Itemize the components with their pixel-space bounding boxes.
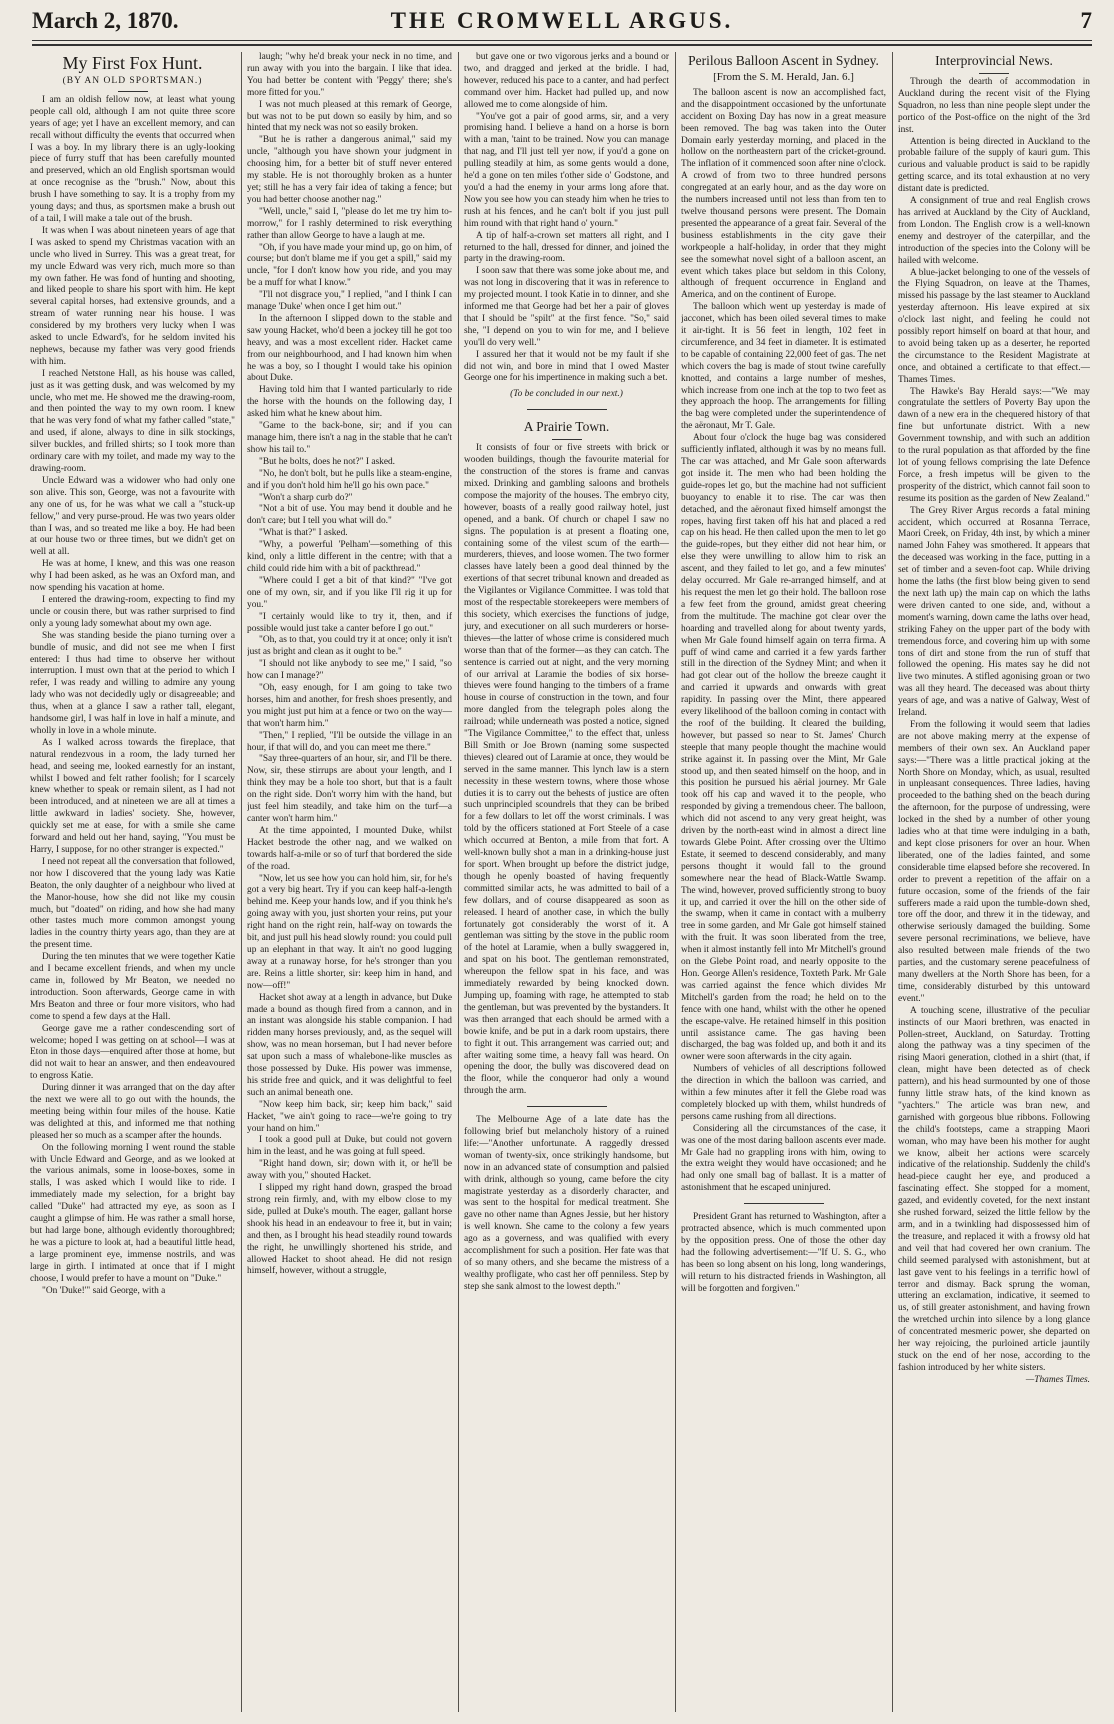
paragraph: A consignment of true and real English crows has arrived at Auckland by the City of Auckland, from London. The English crow is a well-known enemy and destroyer of the caterpillar, and the introduction of the species into the Colony will be hailed with welcome.	[898, 196, 1090, 266]
paragraph: I entered the drawing-room, expecting to find my uncle or cousin there, but was rather surprised to find only a young lady somewhat about my own age.	[30, 594, 235, 629]
column-rule	[241, 52, 242, 1712]
paragraph: Having told him that I wanted particularly to ride the horse with the hounds on the following day, I asked him what he knew about him.	[247, 385, 452, 420]
paragraph: At the time appointed, I mounted Duke, whilst Hacket bestrode the other nag, and we walked on towards half-a-mile or so of turf that bordered the side of the road.	[247, 825, 452, 872]
article-title-prairie-town: A Prairie Town.	[523, 419, 610, 435]
paragraph: "Won't a sharp curb do?"	[259, 492, 353, 503]
paragraph: "Oh, as to that, you could try it at once; only it isn't just as bright and clean as it ought to be."	[247, 635, 452, 658]
article-byline: (BY AN OLD SPORTSMAN.)	[62, 76, 203, 86]
paragraph: laugh; "why he'd break your neck in no time, and run away with you into the bargain. I like that idea. You had better be content with 'Peggy' there; she's more fitted for you."	[247, 52, 452, 98]
president-grant-body	[681, 1212, 886, 1295]
fox-hunt-body-part1	[30, 95, 235, 1298]
paragraph: Attention is being directed in Auckland to the probable failure of the supply of kauri gum. This curious and valuable product is said to be rapidly getting scarce, and its total exhaustion at no very distant date is predicted.	[898, 136, 1090, 195]
paragraph: The balloon which went up yesterday is made of jacconet, which has been oiled several times to make it air-tight. It is 56 feet in length, 102 feet in circumference, and 34 feet in diameter. It is estimated to be capable of containing 22,000 feet of gas. The net which covers the bag is made of stout twine carefully knotted, and contains a large number of meshes, which increase from one inch at the top to two feet as they approach the hoop. The arrangements for filling the bag were completed under the superintendence of the aëronaut, Mr T. Gale.	[681, 302, 886, 432]
masthead-rule-thick	[32, 44, 1092, 46]
paragraph: During the ten minutes that we were together Katie and I became excellent friends, and when my uncle came in, followed by Mr Beaton, we needed no introduction. Soon afterwards, George came in with Mrs Beaton and three or four more visitors, who had come to spend a few days at the Hall.	[30, 952, 235, 1022]
paragraph: It was when I was about nineteen years of age that I was asked to spend my Christmas vacation with an uncle who lived in Surrey. This was a great treat, for my uncle Edward was very rich, much more so than my own father. He was fond of hunting and shooting, and liked people to share his sport with him. He kept several capital horses, had extensive grounds, and a stream of water running near his house. I was considered by my brothers very lucky when I was asked to uncle Edward's, for he seldom invited his nephews, because my father was very good friends with him.	[30, 225, 235, 367]
paragraph: She was standing beside the piano turning over a bundle of music, and did not see me when I first entered: I thus had time to observe her without interruption. I must own that at the period to which I refer, I was ready and willing to admire any young lady who was not decidedly ugly or disagreeable; and thus, when at a glance I saw a rather tall, elegant, handsome girl, I was half in love in half a minute, and wholly in love in a whole minute.	[30, 630, 235, 736]
paragraph: "Game to the back-bone, sir; and if you can manage him, there isn't a nag in the stable that he can't show his tail to."	[247, 421, 452, 455]
column-rule	[675, 52, 676, 1712]
paragraph: In the afternoon I slipped down to the stable and saw young Hacket, who'd been a jockey till he got too heavy, and was a most excellent rider. Hacket came from our neighbourhood, and I had known him when he was a boy, so I thought I would take his opinion about Duke.	[247, 313, 452, 384]
divider	[744, 1203, 824, 1204]
paragraph: As I walked across towards the fireplace, that natural rendezvous in a room, the lady turned her head, and seeing me, looked earnestly for an instant, whilst I bowed and felt rather foolish; for I scarcely knew whether to speak or remain silent, as I had not been introduced, and at nineteen we are all at times a little awkward in ladies' society. She, however, quickly set me at ease, for with a smile she came forward and held out her hand, saying, "You must be Harry, I suppose, for no other stranger is expected."	[30, 737, 235, 855]
paragraph: Numbers of vehicles of all descriptions followed the direction in which the balloon was carried, and within a few minutes after it fell the Glebe road was completely blocked up with them, whilst hundreds of persons came rushing from all directions.	[681, 1064, 886, 1122]
paragraph: I am an oldish fellow now, at least what young people call old, although I am not quite three score years of age; yet I have an excellent memory, and can recall without difficulty the events that occurred when I was a boy. In my library there is an ugly-looking piece of furry stuff that has been carefully mounted and preserved, which an old English sportsman would at once recognise as the "brush." Now, about this brush I have something to say. It is a trophy from my young days; and thus, as sportsmen make a brush out of a tail, I will make a tale out of the brush.	[30, 94, 235, 224]
paragraph: "But he is rather a dangerous animal," said my uncle, "although you have shown your judgment in choosing him, for a better bit of stuff never entered my stable. He is not thoroughly broken as a hunter yet; still he has a very fair idea of taking a fence; but you had better choose another nag."	[247, 135, 452, 205]
divider	[527, 1106, 607, 1107]
paragraph: A tip of half-a-crown set matters all right, and I returned to the hall, dressed for dinner, and joined the party in the drawing-room.	[464, 230, 669, 265]
article-title-balloon: Perilous Balloon Ascent in Sydney.	[688, 53, 879, 68]
paragraph: During dinner it was arranged that on the day after the next we were all to go out with the hounds, the meeting being within four miles of the house. Katie was delighted at this, and informed me that nothing pleased her so much as a scamper after the hounds.	[30, 1083, 235, 1141]
article-title-interprovincial: Interprovincial News.	[935, 53, 1053, 68]
prairie-town-body	[464, 443, 669, 1098]
divider	[979, 73, 1009, 74]
column-rule	[458, 52, 459, 1712]
paragraph: I took a good pull at Duke, but could not govern him in the least, and he was going at full speed.	[247, 1135, 452, 1158]
page-number: 7	[1080, 8, 1092, 33]
divider	[552, 439, 582, 440]
paragraph: From the following it would seem that ladies are not above making merry at the expense of members of their own sex. An Auckland paper says:—"There was a little practical joking at the North Shore on Monday, which, as usual, resulted in unpleasant consequences. Three ladies, having proceeded to the bathing shed on the beach during the afternoon, for the purpose of undressing, were locked in the shed by a number of other young ladies who at that time were indulging in a bath, and kept close prisoners for over an hour. When liberated, one of the ladies fainted, and some considerable time elapsed before she recovered. In order to prevent a repetition of the affair on a future occasion, some of the friends of the fair sufferers made a raid upon the tumble-down shed, tore off the door, and threw it in the tideway, and otherwise seriously damaged the building. Some severe personal recriminations, we believe, have also resulted between male friends of the two parties, and the customary serene peacefulness of many dwellers at the North Shore has been, for a time, considerably disturbed by this untoward event."	[898, 719, 1090, 1004]
paragraph: I reached Netstone Hall, as his house was called, just as it was getting dusk, and was welcomed by my uncle, who met me. He showed me the drawing-room, and then pointed the way to my own room. I knew that he was very fond of what my father called "state," and used, if alone, always to dine in silk stockings, silver buckles, and frilled shirts; so I took more than ordinary care with my toilet, and made my way to the drawing-room.	[30, 368, 235, 474]
paragraph: Uncle Edward was a widower who had only one son alive. This son, George, was not a favourite with any one of us, for he was what we call a "stuck-up fellow," and very purse-proud. He was two years older than I was, and so treated me like a boy. He had been at our house two or three times, but we didn't get on well at all.	[30, 475, 235, 558]
paragraph: "Right hand down, sir; down with it, or he'll be away with you," shouted Hacket.	[247, 1159, 452, 1182]
column-rule	[892, 52, 893, 1712]
paragraph: Considering all the circumstances of the case, it was one of the most daring balloon ascents ever made. Mr Gale had no grappling irons with him, owing to the extra weight they would have occasioned; and he had only one small bag of ballast. It is a matter of astonishment that he escaped uninjured.	[681, 1123, 886, 1194]
paragraph: "But he bolts, does he not?" I asked.	[259, 456, 396, 467]
interprovincial-body	[898, 77, 1090, 1375]
column-1	[30, 52, 235, 1716]
continued-note: (To be concluded in our next.)	[510, 389, 623, 400]
paragraph: I assured her that it would not be my fault if she did not win, and bore in mind that I owed Master George one for his impertinence in making such a bet.	[464, 349, 669, 384]
paragraph: "Not a bit of use. You may bend it double and he don't care; but I tell you what will do."	[247, 504, 452, 527]
paragraph: "No, he don't bolt, but he pulls like a steam-engine, and if you don't hold him he'll go his own pace."	[247, 468, 452, 491]
column-3	[464, 52, 669, 1716]
paragraph: The Hawke's Bay Herald says:—"We may congratulate the settlers of Poverty Bay upon the dawn of a new era in the chequered history of that fine but unfortunate district. With a new Government township, and with such an addition to the rural population as that afforded by the fine lot of young fellows comprising the late Defence Force, a fresh impetus will be given to the prosperity of the district, which cannot fail soon to resume its position as the garden of New Zealand."	[898, 386, 1090, 504]
paragraph: "Now, let us see how you can hold him, sir, for he's got a very big heart. Try if you can keep half-a-length behind me. Keep your hands low, and if you think he's going away with you, just shorten your reins, put your right hand on the right rein, half-way on towards the bit, and just pull his head slowly round: you could pull up an elephant in that way. It ain't no good lugging away at a runaway horse, for he's stronger than you are. Reins a little shorter, sir: keep him in hand, and now—off!"	[247, 873, 452, 991]
paragraph: "I certainly would like to try it, then, and if possible would just take a canter before I go out."	[247, 611, 452, 634]
issue-date: March 2, 1870.	[32, 8, 179, 33]
paragraph: I slipped my right hand down, grasped the broad strong rein firmly, and, with my elbow close to my side, pulled at Duke's mouth. The eager, gallant horse shook his head in an endeavour to free it, but in vain; and then, as I brought his head steadily round towards the right, he unwillingly shortened his stride, and allowed Hacket to shoot ahead. He did not resign himself, however, without a struggle,	[247, 1183, 452, 1277]
paragraph: George gave me a rather condescending sort of welcome; hoped I was getting on at school—I was at Eton in those days—enquired after those at home, but did not wait to hear an answer, and then endeavoured to engross Katie.	[30, 1023, 235, 1082]
paragraph: "You've got a pair of good arms, sir, and a very promising hand. I believe a hand on a horse is born with a man, 'taint to be trained. Now you can manage that nag, and I'll just tell yer now, if you'd a gone on pulling steadily at him, as some gents would a done, he'd a gone on ten miles t'other side o' Godstone, and you'd a had the enemy in your arms long afore that. Now you see how you can steady him when he tries to rush at his fences, and he can't bolt if you just pull him round with that right hand o' yourn."	[464, 111, 669, 229]
paragraph: "What is that?" I asked.	[259, 528, 348, 539]
melbourne-age-body	[464, 1115, 669, 1294]
paragraph: I need not repeat all the conversation that followed, nor how I discovered that the young lady was Katie Beaton, the only daughter of a neighbour who lived at the Manor-house, how she did not like my cousin much, but "doated" on riding, and how she had many other tastes much more common amongst young ladies in the country thirty years ago, than they are at the present time.	[30, 856, 235, 951]
paragraph: "I'll not disgrace you," I replied, "and I think I can manage 'Duke' when once I get him out."	[247, 290, 452, 313]
paragraph: "Then," I replied, "I'll be outside the village in an hour, if that will do, and you can meet me there."	[247, 730, 452, 753]
paragraph: About four o'clock the huge bag was considered sufficiently inflated, although it was by no means full. The car was attached, and Mr Gale soon afterwards got inside it. The men who had been holding the guide-ropes let go, but the machine had not sufficient buoyancy to enable it to rise. The car was then detached, and the aëronaut fixed himself amongst the ropes, having first taken off his hat and placed a red cap on his head. He then called upon the men to let go the guide-ropes, but they either did not hear him, or else they were unwilling to allow him to risk an ascent, and they failed to let go, and a few minutes' delay occurred. Mr Gale re-arranged himself, and at his request the men let go their hold. The balloon rose a few feet from the ground, amidst great cheering from the multitude. The machine got clear over the hoarding and travelled along for about twenty yards, when Mr Gale found himself again on terra firma. A puff of wind came and carried it a few yards farther still in the direction of the Sydney Mint; and when it had got clear out of the hollow the breeze caught it and carried it upwards and onwards with great rapidity. In passing over the Mint, there appeared every likelihood of the balloon coming in contact with the roof of the building. It cleared the building, however, but passed so near to St. James' Church steeple that many people thought the machine would strike against it. In passing over the Mint, Mr Gale stood up, and then seated himself on the hoop, and in this position he pursued his aërial journey. Mr Gale took off his cap and waved it to the people, who responded by giving a tremendous cheer. The balloon, which did not ascend to any very great height, was driven by the north-east wind in almost a direct line towards Glebe Point. After crossing over the Ultimo Estate, it seemed to descend considerably, and many persons thought it would fall to the ground somewhere near the head of Black-Wattle Swamp. The wind, however, proved sufficiently strong to buoy it up, and carried it over the hill on the other side of the swamp, when it came in contact with a mulberry tree in some garden, and Mr Gale got himself stained with the fruit. It was soon liberated from the tree, when it almost instantly fell into Mr Mitchell's ground on the Glebe Point road, and nearly opposite to the Hon. George Allen's residence, Toxteth Park. Mr Gale was carried against the fence which divides Mr Mitchell's garden from the road; he held on to the fence with one hand, whilst with the other he opened the escape-valve. He retained himself in this position until assistance came. The gas having been discharged, the bag was folded up, and both it and its owner were soon afterwards in the city again.	[681, 433, 886, 1063]
paragraph: but gave one or two vigorous jerks and a bound or two, and dragged and jerked at the bridle. I had, however, reduced his pace to a canter, and had perfect command over him. Hacket had pulled up, and now allowed me to come alongside of him.	[464, 52, 669, 110]
paragraph: I soon saw that there was some joke about me, and was not long in discovering that it was in reference to my projected mount. I took Katie in to dinner, and she informed me that George had bet her a pair of gloves that I should be "spilt" at the first fence. "So," said she, "I depend on you to win for me, and I believe you'll do very well."	[464, 266, 669, 348]
paragraph: The Melbourne Age of a late date has the following brief but melancholy history of a ruined life:—"Another unfortunate. A raggedly dressed woman of twenty-six, once strikingly handsome, but now in an advanced state of consumption and palsied with drink, although so young, came before the city magistrate yesterday as a disorderly character, and was sent to the hospital for medical treatment. She gave no other name than Agnes Jessie, but her history is well known. She came to the colony a few years ago as a governess, and was qualified with every accomplishment for such a position. Her fate was that of so many others, and she became the mistress of a wealthy profligate, who cast her off penniless. Step by step she sank almost to the lowest depth."	[464, 1115, 669, 1292]
paragraph: Through the dearth of accommodation in Auckland during the recent visit of the Flying Squadron, no less than nine people slept under the portico of the Post-office on the night of the 3rd inst.	[898, 77, 1090, 135]
article-source: [From the S. M. Herald, Jan. 6.]	[713, 71, 854, 83]
paragraph: "Well, uncle," said I, "please do let me try him to-morrow," for I rashly determined to risk everything rather than allow George to have a laugh at me.	[247, 206, 452, 241]
column-2	[247, 52, 452, 1716]
paragraph: "Oh, easy enough, for I am going to take two horses, him and another, for fresh shoes presently, and you might just put him at a fence or two on the way—that won't harm him."	[247, 683, 452, 729]
column-5	[898, 52, 1090, 1716]
paragraph: President Grant has returned to Washington, after a protracted absence, which is much commented upon by the opposition press. One of those the other day had the following advertisement:—"If U. S. G., who has been so long absent on his long, long wanderings, will return to his distracted friends in Washington, all will be forgotten and forgiven."	[681, 1212, 886, 1294]
fox-hunt-body-part2	[247, 52, 452, 1278]
paragraph: A touching scene, illustrative of the peculiar instincts of our Maori brethren, was enacted in Pollen-street, Auckland, on Saturday. Trotting along the pathway was a tiny specimen of the rising Maori generation, clothed in a shirt (that, if clean, might have been detected as of check pattern), and his head surmounted by one of those funny little straw hats, of the kind known as "yachters." The article was bran new, and garnished with gorgeous blue ribbons. Following the child's footsteps, came a strapping Maori woman, who may have been his mother for aught we know, albeit her actions were scarcely indicative of the relationship. Suddenly the child's head-piece caught her eye, and produced a fascinating effect. She stopped for a moment, gazed, and evidently coveted, for the next instant she rushed forward, seized the little fellow by the arm, and in a twinkling had dispossessed him of the treasure, and replaced it with a frowsy old hat and veil that had covered her own cranium. The child seemed paralysed with astonishment, but at last gave vent to his feelings in a terrific howl of terror and dismay. Back sprung the woman, uttering an exclamation, indicative, it seemed to us, of still greater astonishment, and having frown the wretched urchin into silence by a long glance of concentrated mesmeric power, she departed on her way rejoicing, the purloined article jauntily stuck on the end of her nose, according to the fashion introduced by her white sisters.	[898, 1005, 1090, 1373]
balloon-article	[681, 52, 886, 1296]
paragraph: The balloon ascent is now an accomplished fact, and the disappointment occasioned by the unfortunate accident on Boxing Day has now in a great measure been removed. The bag was taken into the Outer Domain early yesterday morning, and placed in the hollow on the northeastern part of the cricket-ground. The inflation of it commenced soon after nine o'clock. A crowd of from two to three hundred persons congregated at an early hour, and as the day wore on the numbers increased until not less than from ten to twelve thousand persons were present. The Domain presented the appearance of a great fair. Several of the business establishments in the city gave their workpeople a half-holiday, in order that they might see the somewhat novel sight of a balloon ascent, an event which takes place but seldom in this Colony, although of frequent occurrence in England and America, and on the continent of Europe.	[681, 87, 886, 301]
paragraph: "Now keep him back, sir; keep him back," said Hacket, "we ain't going to race—we're going to try your hand on him."	[247, 1099, 452, 1134]
paragraph: "I should not like anybody to see me," I said, "so how can I manage?"	[247, 659, 452, 682]
article-credit: —Thames Times.	[1025, 1374, 1090, 1385]
paragraph: On the following morning I went round the stable with Uncle Edward and George, and as we looked at the various animals, some in loose-boxes, some in stalls, I was asked which I would like to ride. I immediately made my selection, for a bright bay called "Duke" had attracted my eye, as soon as I caught a glimpse of him. He was rather a small horse, but had large bone, although evidently thoroughbred; he was a picture to look at, had a beautiful little head, a large prominent eye, immense nostrils, and was large in girth. I intimated at once that if I might choose, I would prefer to have a mount on "Duke."	[30, 1142, 235, 1284]
divider	[118, 91, 148, 92]
divider	[527, 409, 607, 410]
article-title-fox-hunt: My First Fox Hunt.	[62, 53, 203, 73]
fox-hunt-body-part3	[464, 52, 669, 385]
newspaper-title: THE CROMWELL ARGUS.	[390, 8, 734, 33]
paragraph: It consists of four or five streets with brick or wooden buildings, though the favourite material for the construction of the stores is frame and canvas mixed. Drinking and gambling saloons and brothels compose the majority of the houses. The embryo city, however, boasts of a really good railway hotel, just opened, and a bank. Of church or chapel I saw no signs. The population is at present a floating one, containing some of the vilest scum of the earth—murderers, thieves, and loose women. The two former classes have lately been a good deal thinned by the exertions of that secret tribunal known and dreaded as the Vigilantes or Vigilance Committee. I was told that most of the respectable storekeepers were members of this society, which exercises the functions of judge, jury, and executioner on all such murderers or horse-thieves—the latter of whose crime is considered much worse than that of the former—as they can catch. The sentence is carried out at night, and the very morning of our arrival at Laramie the bodies of six horse-thieves were found hanging to the timbers of a frame house in course of construction in the town, and four more dangled from the telegraph poles along the railroad; while underneath was posted a notice, signed "The Vigilance Committee," to the effect that, unless Bill Smith or Joe Brown (naming some suspected thieves) cleared out of Laramie at once, they would be served in the same manner. This lynch law is a stern necessity in these western towns, where those whose duties it is to carry out the behests of justice are often such unprincipled scoundrels that they can be bribed for a few dollars to let off the worst criminals. I was told by the officers stationed at Fort Steele of a case which occurred at Benton, a mile from that fort. A well-known bully shot a man in a drinking-house just for sport. When brought up before the district judge, though he openly boasted of having frequently committed similar acts, he was admitted to bail of a few dollars, and of course disappeared as soon as released. I heard of another case, in which the bully fortunately got considerably the worst of it. A gentleman was sitting by the stove in the public room of the hotel at Laramie, when a bully swaggered in, and spat on his boot. The gentleman remonstrated, whereupon the fellow spat in his face, and was immediately rewarded by being knocked down. Jumping up, foaming with rage, he attempted to stab the gentleman, but was prevented by the bystanders. It was then arranged that each should be armed with a bowie knife, and be put in a dark room upstairs, there to fight it out. This arrangement was carried out; and after waiting some time, a heavy fall was heard. On opening the door, the bully was discovered dead on the floor, while the conqueror had only a wound through the arm.	[464, 443, 669, 1097]
paragraph: The Grey River Argus records a fatal mining accident, which occurred at Rosanna Terrace, Maori Creek, on Friday, 4th inst, by which a miner named John Fahey was smothered. It appears that the deceased was working in the face, putting in a set of timber and a seven-foot cap. While driving home the laths (the first blow being given to send the next lath up) the main cap on which the laths were driven canted to one side, and, without a moment's warning, down came the laths over head, striking Fahey on the upper part of the body with tremendous force, and covering him up with some tons of dirt and stone from the run of stuff that followed the opening. His mates say he did not live two minutes. A stifled agonising groan or two was all they heard. The deceased was about thirty years of age, and was a native of Galway, West of Ireland.	[898, 505, 1090, 719]
masthead-rule	[32, 40, 1092, 41]
paragraph: "Say three-quarters of an hour, sir, and I'll be there. Now, sir, these stirrups are about your length, and I think they may be a hole too short, but that is a fault on the right side. Don't worry him with the hand, but just feel him steadily, and take him on the turf—a canter won't harm him."	[247, 754, 452, 824]
paragraph: He was at home, I knew, and this was one reason why I had been asked, as he was an Oxford man, and now spending his vacation at home.	[30, 559, 235, 594]
paragraph: Hacket shot away at a length in advance, but Duke made a bound as though fired from a cannon, and in an instant was alongside his stable companion. I had ridden many horses previously, and, as the sequel will show, was no mean horseman, but I had never before sat upon such a mass of whalebone-like muscles as those possessed by Duke. His power was immense, his stride free and quick, and it was delightful to feel such an animal beneath one.	[247, 992, 452, 1098]
paragraph: "On 'Duke!'" said George, with a	[42, 1285, 166, 1296]
column-4	[681, 52, 886, 1716]
balloon-body	[681, 88, 886, 1195]
paragraph: "Where could I get a bit of that kind?" "I've got one of my own, sir, and if you like I'll rig it up for you."	[247, 575, 452, 610]
paragraph: I was not much pleased at this remark of George, but was not to be put down so easily by him, and so hinted that my neck was not so easily broken.	[247, 99, 452, 134]
masthead	[32, 6, 1092, 50]
paragraph: A blue-jacket belonging to one of the vessels of the Flying Squadron, on leave at the Thames, missed his passage by the last steamer to Auckland yesterday afternoon. His leave expired at six o'clock last night, and feeling he could not possibly report himself on board at that hour, and to avoid being taken up as a deserter, he reported the circumstance to the Resident Magistrate at once, and obtained a certificate to that effect.—Thames Times.	[898, 267, 1090, 385]
paragraph: "Why, a powerful 'Pelham'—something of this kind, only a little different in the centre; with that a child could ride him with a bit of packthread."	[247, 540, 452, 574]
paragraph: "Oh, if you have made your mind up, go on him, of course; but don't blame me if you get a spill," said my uncle, "for I don't know how you ride, and you may be a muff for what I know."	[247, 242, 452, 289]
